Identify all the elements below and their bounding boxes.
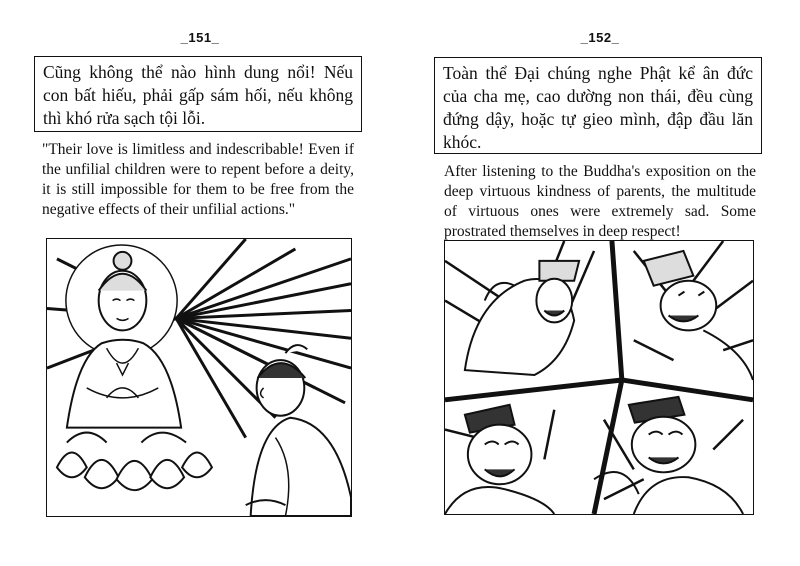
page-number-152: _152_ — [580, 30, 620, 45]
crowd-illustration — [444, 240, 754, 515]
english-caption: After listening to the Buddha's exposition on the deep virtuous kindness of parents, the multitude of virtuous ones were extremely sad. Some prostrated themselves in deep respect! — [444, 163, 756, 240]
crowd-drawing — [445, 241, 753, 514]
english-caption: "Their love is limitless and indescribable! Even if the unfilial children were to repent before a deity, it is still impossible for them to be free from the negative effects of their unfilial actions." — [42, 141, 354, 218]
buddha-illustration — [46, 238, 352, 517]
buddha-drawing — [47, 239, 351, 516]
vietnamese-caption-box: Cũng không thể nào hình dung nổi! Nếu con bất hiếu, phải gấp sám hối, nếu không thì khó rửa sạch tội lỗi. — [34, 56, 362, 132]
right-page — [400, 0, 800, 566]
vietnamese-caption-box: Toàn thể Đại chúng nghe Phật kể ân đức của cha mẹ, cao dường non thái, đều cùng đứng dậy, hoặc tự gieo mình, đập đầu lăn khóc. — [434, 57, 762, 154]
page-number-151: _151_ — [180, 30, 220, 45]
